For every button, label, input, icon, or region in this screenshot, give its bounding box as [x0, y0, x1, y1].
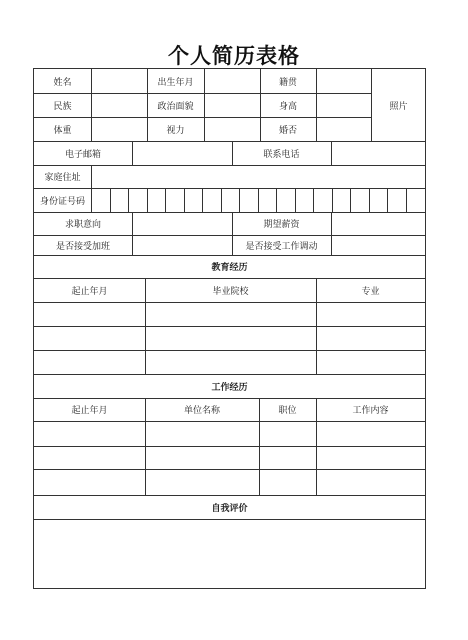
job-intention-field[interactable]: [133, 213, 232, 235]
education-col-school: 毕业院校: [212, 286, 249, 297]
work-row-1[interactable]: [34, 422, 425, 446]
height-label: 身高: [278, 101, 297, 112]
photo-box[interactable]: 照片: [389, 101, 408, 112]
education-row-2[interactable]: [34, 327, 425, 350]
name-field[interactable]: [92, 70, 147, 93]
native-place-field[interactable]: [317, 70, 371, 93]
marital-status-field[interactable]: [317, 118, 371, 141]
vision-field[interactable]: [205, 118, 260, 141]
resume-table: [33, 68, 426, 589]
expected-salary-label: 期望薪资: [263, 220, 300, 230]
native-place-label: 籍贯: [278, 77, 297, 88]
education-heading: 教育经历: [211, 263, 248, 273]
weight-label: 体重: [53, 125, 72, 136]
political-status-field[interactable]: [205, 94, 260, 117]
work-col-content: 工作内容: [352, 406, 389, 416]
work-col-company: 单位名称: [183, 406, 220, 416]
id-number-label: 身份证号码: [39, 196, 85, 207]
address-field[interactable]: [92, 166, 425, 188]
email-label: 电子邮箱: [64, 149, 101, 160]
education-row-1[interactable]: [34, 303, 425, 326]
work-row-2[interactable]: [34, 447, 425, 469]
work-col-position: 职位: [278, 406, 297, 416]
accept-overtime-field[interactable]: [133, 236, 232, 255]
marital-status-label: 婚否: [278, 125, 297, 136]
accept-transfer-label: 是否接受工作调动: [245, 241, 318, 252]
education-col-major: 专业: [361, 286, 380, 297]
birth-field[interactable]: [205, 70, 260, 93]
education-row-3[interactable]: [34, 351, 425, 374]
work-row-3[interactable]: [34, 470, 425, 495]
id-number-field[interactable]: [92, 189, 425, 212]
work-col-period: 起止年月: [71, 406, 108, 416]
education-col-period: 起止年月: [71, 286, 108, 297]
job-intention-label: 求职意向: [64, 220, 101, 230]
ethnicity-label: 民族: [53, 101, 72, 112]
ethnicity-field[interactable]: [92, 94, 147, 117]
expected-salary-field[interactable]: [332, 213, 425, 235]
vision-label: 视力: [166, 125, 185, 136]
self-evaluation-field[interactable]: [34, 520, 425, 588]
political-status-label: 政治面貌: [157, 101, 194, 112]
work-heading: 工作经历: [211, 382, 248, 393]
phone-label: 联系电话: [263, 149, 300, 160]
page-title: 个人简历表格: [168, 44, 300, 68]
birth-label: 出生年月: [157, 77, 194, 88]
accept-overtime-label: 是否接受加班: [55, 241, 110, 252]
address-label: 家庭住址: [44, 173, 81, 183]
height-field[interactable]: [317, 94, 371, 117]
email-field[interactable]: [133, 142, 232, 165]
self-evaluation-heading: 自我评价: [211, 503, 248, 514]
weight-field[interactable]: [92, 118, 147, 141]
name-label: 姓名: [53, 77, 72, 88]
accept-transfer-field[interactable]: [332, 236, 425, 255]
phone-field[interactable]: [332, 142, 425, 165]
